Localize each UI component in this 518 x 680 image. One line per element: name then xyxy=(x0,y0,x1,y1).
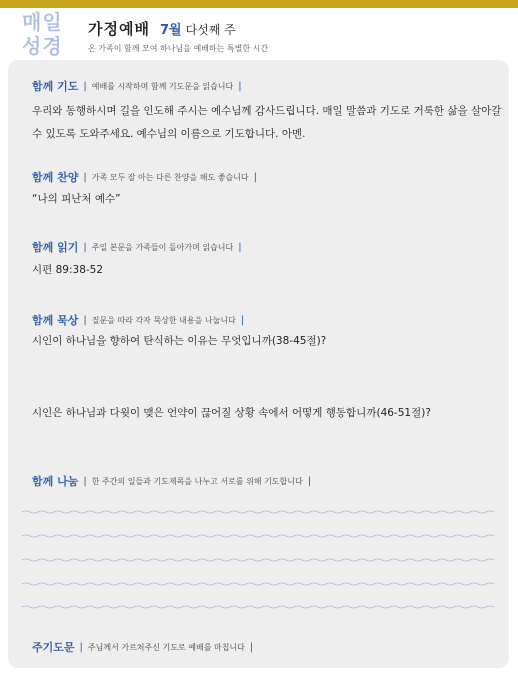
sharing-section-header xyxy=(32,473,316,489)
prayer-section-note: 예배를 시작하며 함께 기도문을 읽습니다 xyxy=(91,81,234,91)
divider-bar: | xyxy=(238,241,242,253)
prayer-text: 우리와 동행하시며 길을 인도해 주시는 예수님께 감사드립니다. 매일 말씀과 기도로 거룩한 삶을 살아갈 수 있도록 도와주세요. 예수님의 이름으로 기도합니다. 아멘. xyxy=(32,105,502,140)
month-label: 7월 xyxy=(159,23,182,38)
lords-prayer-section-title: 주기도문 xyxy=(32,641,75,654)
sharing-section-title: 함께 나눔 xyxy=(32,475,79,488)
reading-text: 시편 89:38-52 xyxy=(32,264,104,276)
page-title-row xyxy=(88,18,236,40)
prayer-section-header xyxy=(32,78,247,94)
prayer-section-title: 함께 기도 xyxy=(32,80,79,93)
meditation-section-note: 질문을 따라 각자 묵상한 내용을 나눕니다 xyxy=(91,315,236,325)
logo-line-2: 성경 xyxy=(22,34,63,58)
meditation-section-header xyxy=(32,312,249,328)
sharing-note-lines xyxy=(22,506,494,614)
reading-section-note: 주일 본문을 가족들이 돌아가며 읽습니다 xyxy=(91,242,234,252)
page-subtitle: 온 가족이 함께 모여 하나님을 예배하는 특별한 시간 xyxy=(88,44,269,53)
logo-line-1: 매일 xyxy=(22,10,63,34)
meditation-section-title: 함께 묵상 xyxy=(32,314,79,327)
hymn-section-header xyxy=(32,169,262,185)
sharing-section-note: 한 주간의 일들과 기도제목을 나누고 서로를 위해 기도합니다 xyxy=(91,476,303,486)
meditation-question-2: 시인은 하나님과 다윗이 맺은 언약이 끊어질 상황 속에서 어떻게 행동합니까(46-51절)? xyxy=(32,407,431,419)
reading-section-title: 함께 읽기 xyxy=(32,241,79,254)
divider-bar: | xyxy=(83,241,87,253)
wavy-line-3 xyxy=(22,559,494,561)
divider-bar: | xyxy=(83,314,87,326)
lords-prayer-section-header xyxy=(32,639,258,655)
daily-bible-logo xyxy=(22,10,72,58)
hymn-text: “나의 피난처 예수” xyxy=(32,193,121,205)
divider-bar: | xyxy=(307,475,312,487)
meditation-question-1: 시인이 하나님을 향하여 탄식하는 이유는 무엇입니까(38-45절)? xyxy=(32,335,327,347)
top-accent-bar xyxy=(0,0,518,8)
wavy-line-2 xyxy=(22,535,494,537)
divider-bar: | xyxy=(83,171,87,183)
divider-bar: | xyxy=(253,171,257,183)
page-title: 가정예배 xyxy=(88,20,150,38)
hymn-section-title: 함께 찬양 xyxy=(32,171,79,184)
divider-bar: | xyxy=(79,641,83,653)
divider-bar: | xyxy=(83,80,87,92)
week-label: 다섯째 주 xyxy=(185,23,236,37)
divider-bar: | xyxy=(238,80,242,92)
lords-prayer-section-note: 주님께서 가르쳐주신 기도로 예배를 마칩니다 xyxy=(87,642,245,652)
wavy-line-5 xyxy=(22,606,494,608)
reading-section-header xyxy=(32,239,247,255)
divider-bar: | xyxy=(249,641,254,653)
divider-bar: | xyxy=(83,475,87,487)
wavy-line-4 xyxy=(22,583,494,585)
hymn-section-note: 가족 모두 잘 아는 다른 찬양을 해도 좋습니다 xyxy=(91,172,249,182)
wavy-line-1 xyxy=(22,511,494,513)
divider-bar: | xyxy=(240,314,245,326)
